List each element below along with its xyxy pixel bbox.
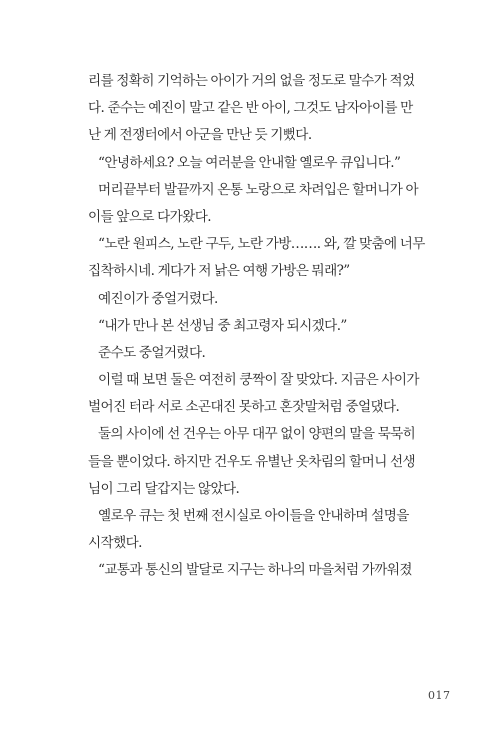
text-line: 시작했다. <box>88 535 142 552</box>
page-number: 017 <box>428 689 451 702</box>
text-line: 이럴 때 보면 둘은 여전히 쿵짝이 잘 맞았다. 지금은 사이가 <box>98 372 419 389</box>
text-line: 리를 정확히 기억하는 아이가 거의 없을 정도로 말수가 적었 <box>88 73 415 89</box>
body-text <box>88 68 440 585</box>
text-line: 난 게 전쟁터에서 아군을 만난 듯 기뻤다. <box>88 127 312 144</box>
text-line: 둘의 사이에 선 건우는 아무 대꾸 없이 양편의 말을 묵묵히 <box>98 426 416 443</box>
text-line: 들을 뿐이었다. 하지만 건우도 유별난 옷차림의 할머니 선생 <box>88 453 416 470</box>
text-line: 이들 앞으로 다가왔다. <box>88 208 211 225</box>
text-line: 님이 그리 달갑지는 않았다. <box>88 480 240 497</box>
text-line: “노란 원피스, 노란 구두, 노란 가방……. 와, 깔 맞춤에 너무 <box>98 236 425 253</box>
text-line: 예진이가 중얼거렸다. <box>98 290 218 307</box>
text-line: 머리끝부터 발끝까지 온통 노랑으로 차려입은 할머니가 아 <box>98 181 419 198</box>
text-line: “내가 만나 본 선생님 중 최고령자 되시겠다.” <box>98 317 347 334</box>
text-line: “안녕하세요? 오늘 여러분을 안내할 옐로우 큐입니다.” <box>98 154 401 171</box>
text-line: “교통과 통신의 발달로 지구는 하나의 마을처럼 가까워졌 <box>98 562 412 579</box>
text-line: 집착하시네. 게다가 저 낡은 여행 가방은 뭐래?” <box>88 263 350 280</box>
text-line: 준수도 중얼거렸다. <box>98 344 206 361</box>
text-line: 벌어진 터라 서로 소곤대진 못하고 혼잣말처럼 중얼댔다. <box>88 399 400 416</box>
text-line: 다. 준수는 예진이 말고 같은 반 아이, 그것도 남자아이를 만 <box>88 100 413 117</box>
text-line: 옐로우 큐는 첫 번째 전시실로 아이들을 안내하며 설명을 <box>98 508 409 524</box>
